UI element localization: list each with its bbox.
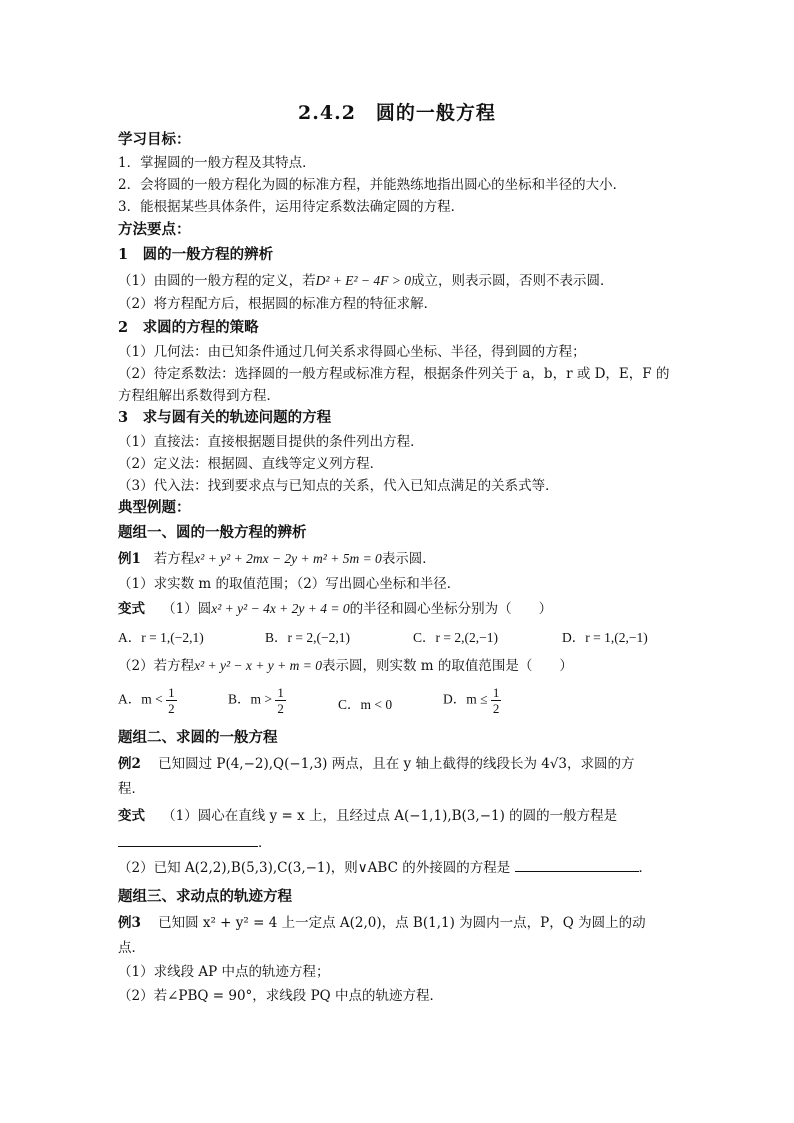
option-c: C．r = 2,(2,−1): [413, 630, 498, 645]
group-heading-3: 题组三、求动点的轨迹方程: [118, 888, 292, 905]
option-b: [228, 685, 286, 716]
variant-1-2: [118, 656, 573, 676]
method-heading-1: 1 圆的一般方程的辨析: [118, 246, 274, 263]
method-3-line-a: （1）直接法：直接根据题目提供的条件列出方程．: [118, 434, 424, 450]
option-a: [118, 685, 177, 716]
text: ．: [638, 860, 653, 876]
text: 已知圆过 P(4,−2),Q(−1,3) 两点，且在 y 轴上截得的线段长为 4√3，求圆的方: [158, 756, 635, 772]
example-2-line-1: [118, 754, 635, 774]
method-heading-2: 2 求圆的方程的策略: [118, 319, 259, 336]
text: D．m ≤: [443, 691, 488, 707]
numerator: 1: [492, 685, 500, 700]
option-b: B．r = 2,(−2,1): [265, 630, 350, 645]
math-equation: x² + y² − x + y + m = 0: [194, 658, 322, 673]
text: 若方程: [153, 551, 195, 567]
text: A．m <: [118, 691, 163, 707]
text: 的半径和圆心坐标分别为（ ）: [349, 601, 553, 617]
example-1-questions: （1）求实数 m 的取值范围；（2）写出圆心坐标和半径．: [118, 576, 461, 592]
denominator: 2: [277, 701, 284, 716]
text: （1）由圆的一般方程的定义，若: [118, 273, 316, 289]
section-heading-methods: 方法要点：: [118, 221, 191, 238]
variant-label: 变式: [118, 808, 145, 824]
fraction: [166, 685, 177, 716]
fraction: [491, 685, 502, 716]
section-heading-examples: 典型例题：: [118, 499, 191, 516]
denominator: 2: [168, 701, 175, 716]
text: 表示圆．: [381, 551, 436, 567]
math-equation: x² + y² − 4x + 2y + 4 = 0: [211, 601, 350, 616]
numerator: 1: [277, 685, 284, 700]
group-heading-2: 题组二、求圆的一般方程: [118, 729, 278, 746]
text: B．m >: [228, 691, 272, 707]
option-d: D．r = 1,(2,−1): [562, 630, 648, 645]
option-c: C．m < 0: [338, 697, 393, 712]
variant-2-1: [118, 806, 617, 826]
variant-2-1-answer: [118, 833, 272, 853]
method-1-line-b: （2）将方程配方后，根据圆的标准方程的特征求解．: [118, 296, 438, 312]
variant-2-2: [118, 858, 652, 878]
text: （2）若方程: [118, 658, 195, 674]
math-inequality: D² + E² − 4F > 0: [315, 273, 412, 288]
section-heading-objectives: 学习目标：: [118, 131, 191, 148]
text: （2）已知 A(2,2),B(5,3),C(3,−1)，则∨ABC 的外接圆的方程是: [118, 860, 511, 876]
variant-label: 变式: [118, 601, 145, 617]
fraction: [275, 685, 286, 716]
text: 已知圆 x² + y² = 4 上一定点 A(2,0)，点 B(1,1) 为圆内一点，P，Q 为圆上的动: [158, 915, 646, 931]
page-title: 2.4.2 圆的一般方程: [298, 102, 496, 124]
example-label: 例2: [118, 756, 141, 772]
objective-item: 1．掌握圆的一般方程及其特点．: [118, 155, 316, 171]
example-1: [118, 549, 436, 569]
text: ．: [258, 835, 272, 851]
example-2-line-2: 程．: [118, 781, 145, 797]
example-3-question-1: （1）求线段 AP 中点的轨迹方程；: [118, 964, 330, 980]
denominator: 2: [492, 701, 500, 716]
method-2-line-a: （1）几何法：由已知条件通过几何关系求得圆心坐标、半径，得到圆的方程；: [118, 344, 586, 360]
text: 成立，则表示圆，否则不表示圆．: [411, 273, 614, 289]
math-equation: x² + y² + 2mx − 2y + m² + 5m = 0: [194, 551, 382, 566]
method-1-line-a: [118, 271, 614, 291]
numerator: 1: [168, 685, 175, 700]
example-label: 例3: [118, 915, 141, 931]
method-3-line-c: （3）代入法：找到要求点与已知点的关系，代入已知点满足的关系式等．: [118, 478, 559, 494]
objective-item: 3．能根据某些具体条件，运用待定系数法确定圆的方程．: [118, 199, 465, 215]
method-heading-3: 3 求与圆有关的轨迹问题的方程: [118, 409, 332, 426]
text: （1）圆: [162, 601, 212, 617]
text: （1）圆心在直线 y = x 上，且经过点 A(−1,1),B(3,−1) 的圆的一般方程是: [162, 808, 618, 824]
answer-blank[interactable]: [515, 858, 639, 872]
variant-1-1: [118, 599, 552, 619]
method-2-line-b2: 方程组解出系数得到方程．: [118, 388, 280, 404]
option-d: [443, 685, 501, 716]
method-3-line-b: （2）定义法：根据圆、直线等定义列方程．: [118, 456, 384, 472]
example-3-line-2: 点．: [118, 940, 145, 956]
example-3-question-2: （2）若∠PBQ = 90°，求线段 PQ 中点的轨迹方程．: [118, 988, 444, 1004]
group-heading-1: 题组一、圆的一般方程的辨析: [118, 524, 307, 541]
example-3-line-1: [118, 913, 646, 933]
option-a: A．r = 1,(−2,1): [118, 630, 204, 645]
text: 表示圆，则实数 m 的取值范围是（ ）: [321, 658, 573, 674]
objective-item: 2．会将圆的一般方程化为圆的标准方程，并能熟练地指出圆心的坐标和半径的大小．: [118, 177, 627, 193]
answer-blank[interactable]: [118, 833, 258, 847]
example-label: 例1: [118, 551, 141, 567]
method-2-line-b1: （2）待定系数法：选择圆的一般方程或标准方程，根据条件列关于 a，b，r 或 D，E，F 的: [118, 366, 670, 382]
